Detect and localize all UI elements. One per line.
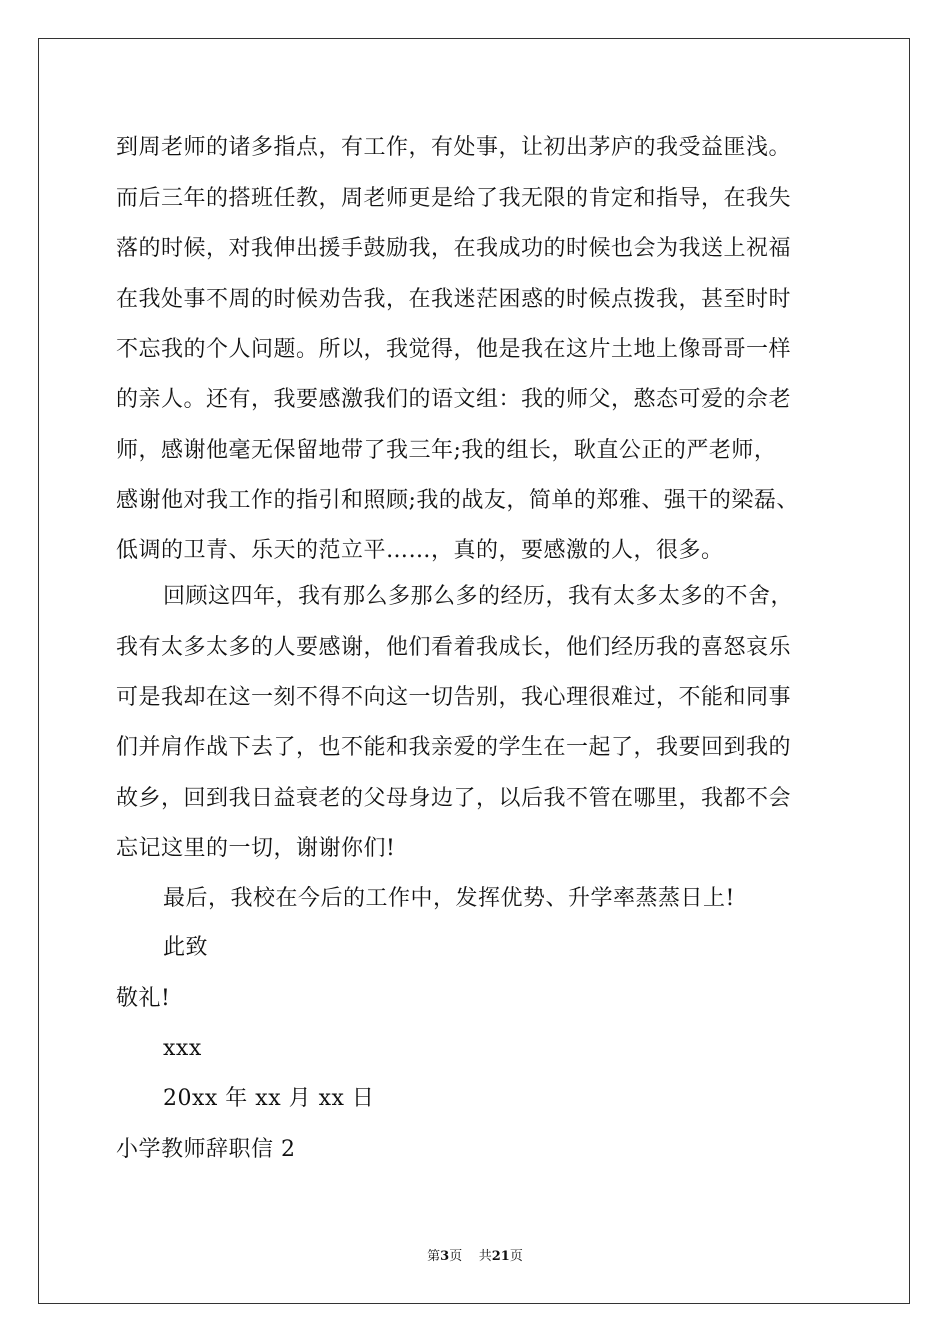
page-footer xyxy=(0,1249,950,1265)
body-line: 们并肩作战下去了，也不能和我亲爱的学生在一起了，我要回到我的 xyxy=(116,735,792,760)
body-line: 的亲人。还有，我要感激我们的语文组：我的师父，憨态可爱的佘老 xyxy=(116,387,792,412)
footer-page-prefix: 第 xyxy=(427,1249,441,1264)
page-frame xyxy=(38,38,910,1304)
body-line: 忘记这里的一切，谢谢你们! xyxy=(116,836,396,861)
body-line: 低调的卫青、乐天的范立平……，真的，要感激的人，很多。 xyxy=(116,538,724,563)
footer-page-suffix: 页 xyxy=(449,1249,463,1264)
signature-name: xxx xyxy=(163,1036,202,1061)
footer-total-prefix: 共 xyxy=(478,1249,492,1264)
closing-wish: 最后，我校在今后的工作中，发挥优势、升学率蒸蒸日上! xyxy=(163,886,735,911)
footer-total-suffix: 页 xyxy=(509,1249,523,1264)
body-line: 到周老师的诸多指点，有工作，有处事，让初出茅庐的我受益匪浅。 xyxy=(116,135,792,160)
body-line: 我有太多太多的人要感谢，他们看着我成长，他们经历我的喜怒哀乐 xyxy=(116,635,792,660)
body-line: 回顾这四年，我有那么多那么多的经历，我有太多太多的不舍， xyxy=(163,584,794,609)
body-line: 而后三年的搭班任教，周老师更是给了我无限的肯定和指导，在我失 xyxy=(116,186,792,211)
body-line: 不忘我的个人问题。所以，我觉得，他是我在这片土地上像哥哥一样 xyxy=(116,337,792,362)
section-title: 小学教师辞职信 2 xyxy=(116,1137,296,1162)
body-line: 感谢他对我工作的指引和照顾;我的战友，简单的郑雅、强干的梁磊、 xyxy=(116,488,799,513)
body-line: 落的时候，对我伸出援手鼓励我，在我成功的时候也会为我送上祝福 xyxy=(116,236,792,261)
salutation-line: 敬礼! xyxy=(116,986,171,1011)
body-line: 师，感谢他毫无保留地带了我三年;我的组长，耿直公正的严老师， xyxy=(116,438,777,463)
body-line: 可是我却在这一刻不得不向这一切告别，我心理很难过，不能和同事 xyxy=(116,685,792,710)
footer-total-pages: 21 xyxy=(491,1249,510,1264)
salutation-line: 此致 xyxy=(163,935,209,960)
body-line: 在我处事不周的时候劝告我，在我迷茫困惑的时候点拨我，甚至时时 xyxy=(116,287,792,312)
body-line: 故乡，回到我日益衰老的父母身边了，以后我不管在哪里，我都不会 xyxy=(116,786,792,811)
signature-date: 20xx 年 xx 月 xx 日 xyxy=(163,1086,375,1111)
footer-page-number: 3 xyxy=(440,1249,450,1264)
